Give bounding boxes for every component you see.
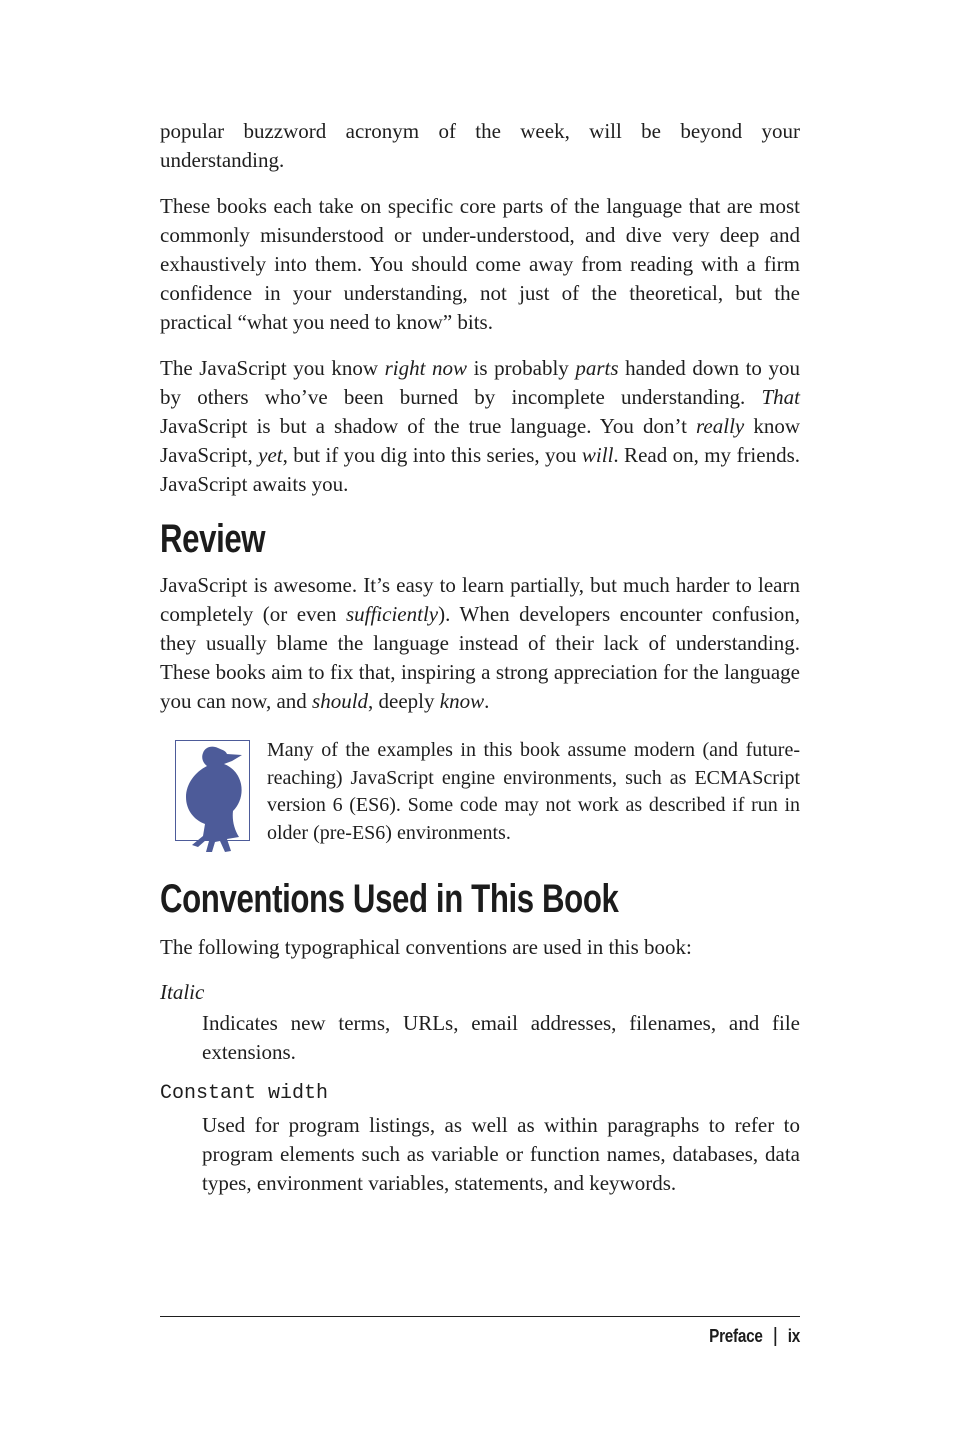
note-callout [160,740,800,847]
page-footer [160,1316,800,1347]
crow-icon [175,740,250,841]
paragraph-these-books: These books each take on specific core parts of the language that are most commonly misunderstood or under-understood, and dive very deep and exhaustively into them. You should come away from reading with a firm confidence in your understanding, not just of the theoretical, but the practical “what you need to know” bits. [160,194,800,334]
term-constant-width-definition: Used for program listings, as well as within paragraphs to refer to program elements such as variable or function names, databases, data types, environment variables, statements, and keywords. [202,1113,800,1195]
term-constant-width-label: Constant width [160,1082,329,1105]
footer-section-label: Preface [709,1326,763,1346]
footer-rule [160,1316,800,1317]
paragraph-continuation: popular buzzword acronym of the week, will be beyond your understanding. [160,119,800,172]
note-text: Many of the examples in this book assume modern (and future-reaching) JavaScript engine environments, such as ECMAScript version 6 (ES6). Some code may not work as described if run in older (pre-ES6) environments. [267,739,800,844]
paragraph-javascript-you-know: The JavaScript you know right now is probably parts handed down to you by others who’ve been burned by incomplete understanding. That JavaScript is but a shadow of the true language. You don’t really know JavaScript, yet, but if you dig into this series, you will. Read on, my friends. JavaScript awaits you. [160,356,801,496]
footer-separator [775,1327,776,1346]
term-italic-label: Italic [160,980,205,1004]
paragraph-review-body: JavaScript is awesome. It’s easy to learn partially, but much harder to learn completely (or even sufficiently). When developers encounter confusion, they usually blame the language instead of their lack of understanding. These books aim to fix that, inspiring a strong appreciation for the language you can now, and should, deeply know. [160,573,800,713]
section-heading-review: Review [160,517,266,561]
term-italic-definition: Indicates new terms, URLs, email addresses, filenames, and file extensions. [202,1011,800,1064]
conventions-intro: The following typographical conventions are used in this book: [160,935,692,959]
page-content [160,117,800,1212]
section-heading-conventions: Conventions Used in This Book [160,877,619,921]
footer-page-number: ix [787,1326,800,1346]
footer-text [256,1326,800,1347]
